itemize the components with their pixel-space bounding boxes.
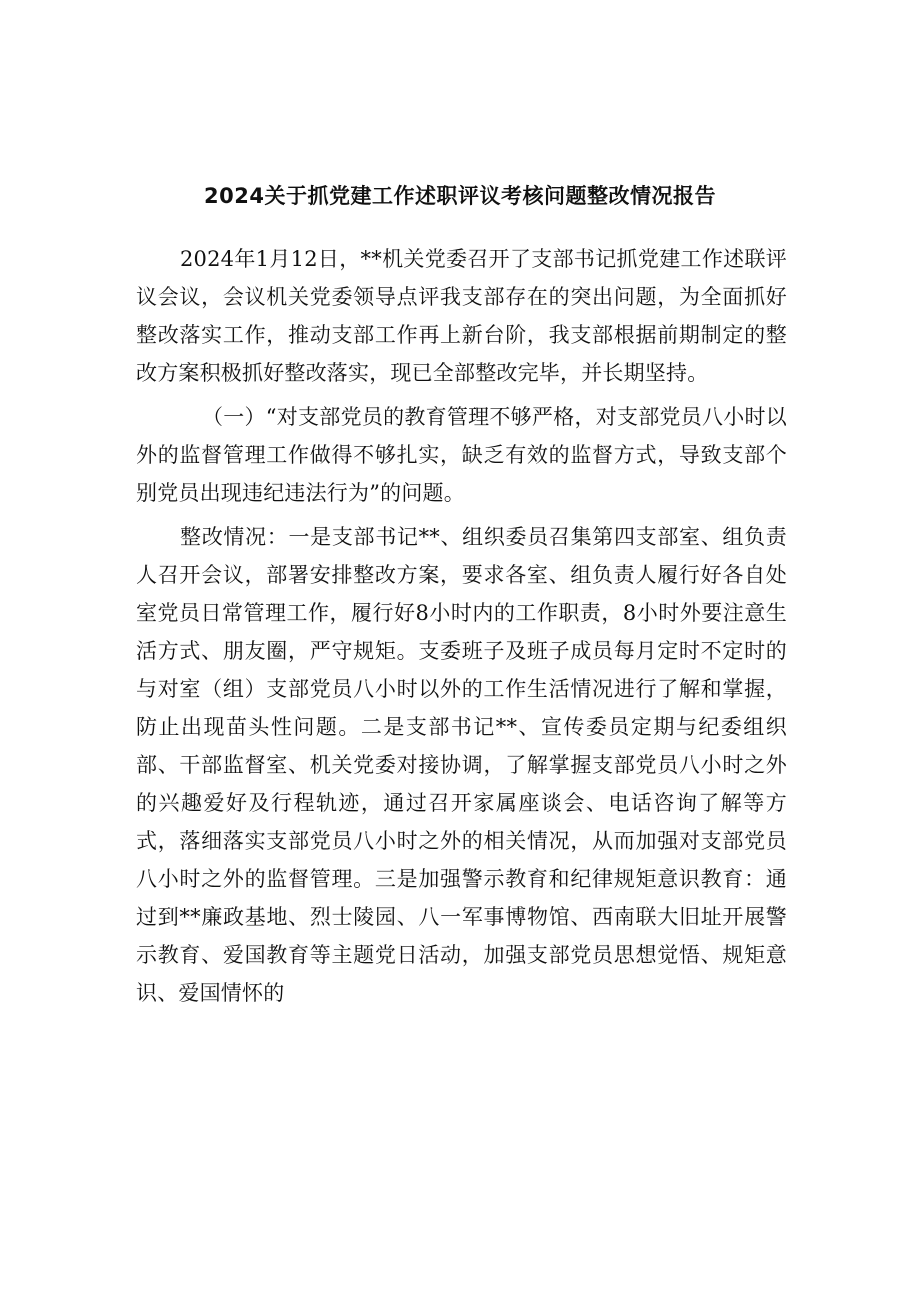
paragraph-intro: 2024年1月12日，**机关党委召开了支部书记抓党建工作述联评议会议，会议机关党委领导点评我支部存在的突出问题，为全面抓好整改落实工作，推动支部工作再上新台阶，我支部根据前期制定的整改方案积极抓好整改落实，现已全部整改完毕，并长期坚持。 [136,247,787,385]
document-title: 2024关于抓党建工作述职评议考核问题整改情况报告 [204,184,716,208]
paragraph-rectification: 整改情况：一是支部书记**、组织委员召集第四支部室、组负责人召开会议，部署安排整改方案，要求各室、组负责人履行好各自处室党员日常管理工作，履行好8小时内的工作职责，8小时外要注意生活方式、朋友圈，严守规矩。支委班子及班子成员每月定时不定时的与对室（组）支部党员八小时以外的工作生活情况进行了解和掌握，防止出现苗头性问题。二是支部书记**、宣传委员定期与纪委组织部、干部监督室、机关党委对接协调，了解掌握支部党员八小时之外的兴趣爱好及行程轨迹，通过召开家属座谈会、电话咨询了解等方式，落细落实支部党员八小时之外的相关情况，从而加强对支部党员八小时之外的监督管理。三是加强警示教育和纪律规矩意识教育：通过到**廉政基地、烈士陵园、八一军事博物馆、西南联大旧址开展警示教育、爱国教育等主题党日活动，加强支部党员思想觉悟、规矩意识、爱国情怀的 [136,525,787,1005]
document-body [136,240,787,1018]
paragraph-issue-one: （一）“对支部党员的教育管理不够严格，对支部党员八小时以外的监督管理工作做得不够扎实，缺乏有效的监督方式，导致支部个别党员出现违纪违法行为”的问题。 [136,405,787,505]
